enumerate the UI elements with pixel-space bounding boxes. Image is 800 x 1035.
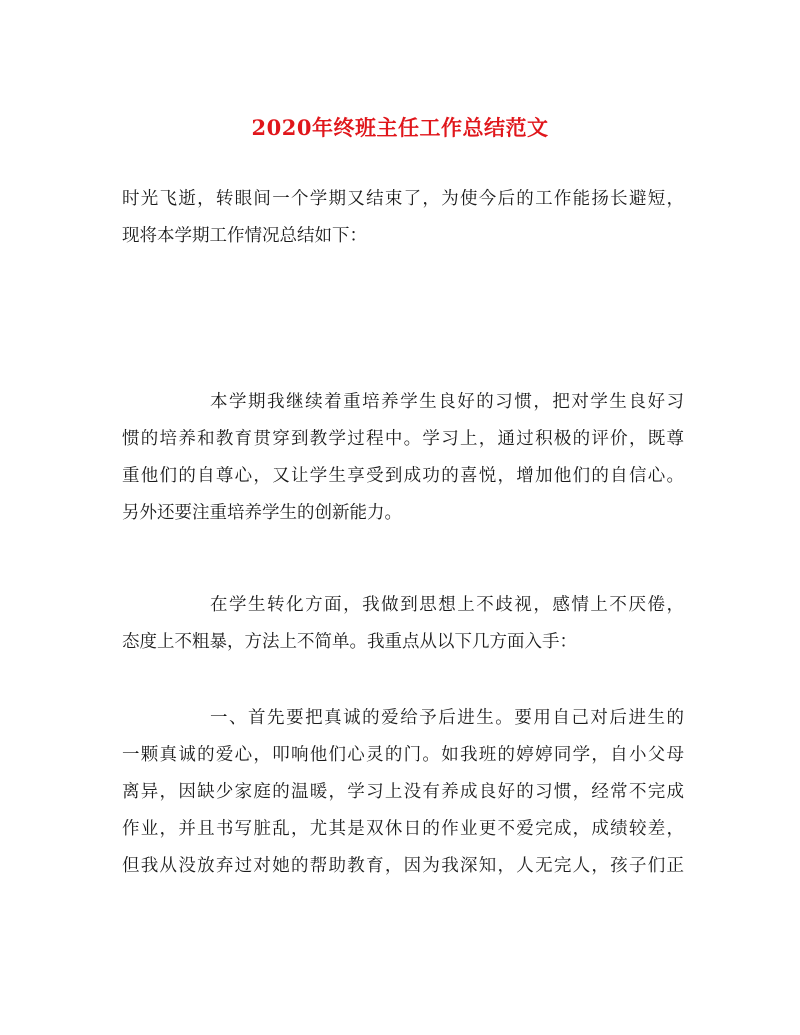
paragraph-habits [122, 384, 684, 532]
paragraph-transformation [122, 587, 684, 661]
paragraph-line: 一颗真诚的爱心，叩响他们心灵的门。如我班的婷婷同学，自小父母 [122, 745, 684, 765]
paragraph-line: 在学生转化方面，我做到思想上不歧视，感情上不厌倦， [210, 595, 684, 615]
paragraph-line: 作业，并且书写脏乱，尤其是双休日的作业更不爱完成，成绩较差， [122, 819, 684, 839]
paragraph-line: 一、首先要把真诚的爱给予后进生。要用自己对后进生的 [210, 708, 684, 728]
paragraph-line: 重他们的自尊心，又让学生享受到成功的喜悦，增加他们的自信心。 [122, 466, 684, 486]
document-title: 2020年终班主任工作总结范文 [251, 115, 549, 140]
paragraph-line: 离异，因缺少家庭的温暖，学习上没有养成良好的习惯，经常不完成 [122, 782, 684, 802]
paragraph-line: 惯的培养和教育贯穿到教学过程中。学习上，通过积极的评价，既尊 [122, 429, 684, 449]
paragraph-line: 但我从没放弃过对她的帮助教育，因为我深知，人无完人，孩子们正 [122, 856, 684, 876]
paragraph-line: 本学期我继续着重培养学生良好的习惯，把对学生良好习 [210, 392, 684, 412]
paragraph-line: 现将本学期工作情况总结如下： [122, 226, 367, 246]
paragraph-line: 态度上不粗暴，方法上不简单。我重点从以下几方面入手： [122, 632, 577, 652]
paragraph-line: 另外还要注重培养学生的创新能力。 [122, 503, 402, 523]
paragraph-intro [122, 181, 684, 255]
paragraph-line: 时光飞逝，转眼间一个学期又结束了，为使今后的工作能扬长避短， [122, 189, 684, 209]
paragraph-first-point [122, 700, 684, 885]
